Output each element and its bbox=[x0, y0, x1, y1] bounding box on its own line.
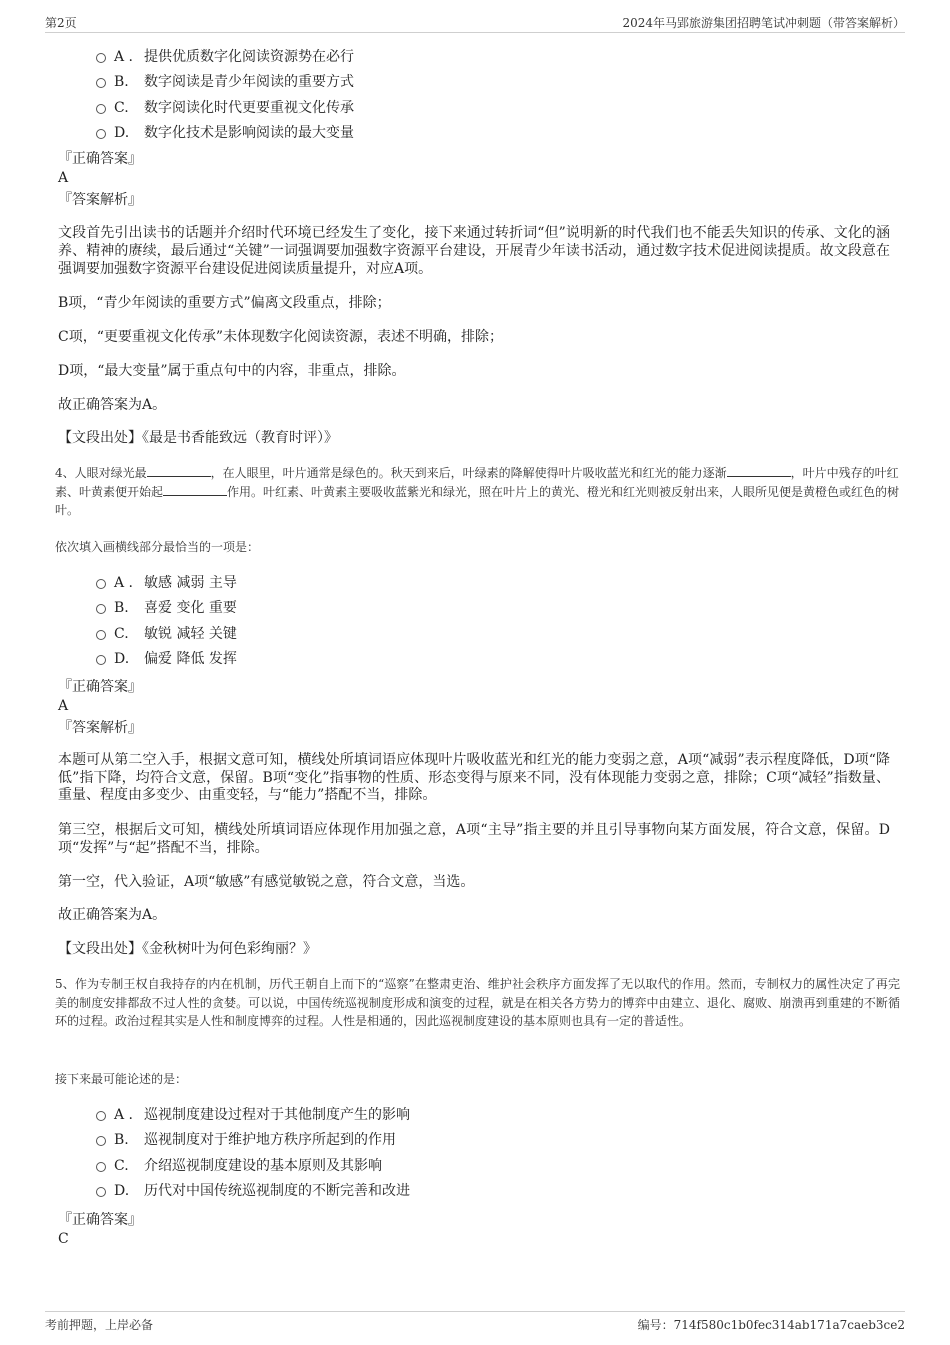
q5-option-d[interactable]: D. 历代对中国传统巡视制度的不断完善和改进 bbox=[96, 1181, 876, 1206]
radio-icon[interactable] bbox=[96, 53, 106, 63]
q5-prompt: 接下来最可能论述的是： bbox=[55, 1072, 188, 1086]
radio-icon[interactable] bbox=[96, 1136, 106, 1146]
q4-analysis-third: 第三空，根据后文可知，横线处所填词语应体现作用加强之意，A项“主导”指主要的并且引导事物向某方面发展，符合文意，保留。D项“发挥”与“起”搭配不当，排除。 bbox=[58, 822, 890, 856]
radio-icon[interactable] bbox=[96, 630, 106, 640]
q4-analysis-main: 本题可从第二空入手，根据文意可知，横线处所填词语应体现叶片吸收蓝光和红光的能力变弱之意，A项“减弱”表示程度降低，D项“降低”指下降，均符合文意，保留。B项“变化”指事物的性质、形态变得与原来不同，没有体现能力变弱之意，排除；C项“减轻”指数量、重量、程度由多变少、由重变轻，与“能力”搭配不当，排除。 bbox=[58, 752, 890, 803]
q3-analysis-d: D项，“最大变量”属于重点句中的内容，非重点，排除。 bbox=[58, 363, 406, 379]
q5-option-b[interactable]: B. 巡视制度对于维护地方秩序所起到的作用 bbox=[96, 1130, 876, 1155]
q4-answer: A bbox=[58, 698, 69, 714]
radio-icon[interactable] bbox=[96, 78, 106, 88]
radio-icon[interactable] bbox=[96, 1187, 106, 1197]
radio-icon[interactable] bbox=[96, 104, 106, 114]
q4-prompt: 依次填入画横线部分最恰当的一项是： bbox=[55, 540, 260, 554]
radio-icon[interactable] bbox=[96, 579, 106, 589]
q4-answer-label: 『正确答案』 bbox=[58, 679, 142, 695]
radio-icon[interactable] bbox=[96, 1111, 106, 1121]
q4-stem: 4、人眼对绿光最 ，在人眼里，叶片通常是绿色的。秋天到来后，叶绿素的降解使得叶片吸收蓝光和红光的能力逐渐 ，叶片中残存的叶红素、叶黄素便开始起 作用。叶红素、叶黄素主要吸收蓝紫光和绿光，照在叶片上的黄光、橙光和红光则被反射出来，人眼所见便是黄橙色或红色的树叶。 bbox=[55, 466, 900, 517]
fill-blank[interactable] bbox=[727, 464, 791, 477]
q5-stem: 5、作为专制王权自我持存的内在机制，历代王朝自上而下的“巡察”在整肃吏治、维护社会秩序方面发挥了无以取代的作用。然而，专制权力的属性决定了再完美的制度安排都敌不过人性的贪婪。可以说，中国传统巡视制度形成和演变的过程，就是在相关各方势力的博弈中由建立、退化、腐败、崩溃再到重建的不断循环的过程。政治过程其实是人性和制度博弈的过程。人性是相通的，因此巡视制度建设的基本原则也具有一定的普适性。 bbox=[55, 977, 900, 1028]
page-header bbox=[45, 12, 905, 33]
q4-conclusion: 故正确答案为A。 bbox=[58, 907, 167, 923]
q3-conclusion: 故正确答案为A。 bbox=[58, 397, 167, 413]
q3-options bbox=[96, 47, 876, 148]
q3-option-b[interactable]: B. 数字阅读是青少年阅读的重要方式 bbox=[96, 72, 876, 97]
page-number: 第2页 bbox=[45, 16, 77, 30]
q4-options bbox=[96, 573, 876, 674]
radio-icon[interactable] bbox=[96, 604, 106, 614]
q3-analysis-c: C项，“更要重视文化传承”未体现数字化阅读资源，表述不明确，排除； bbox=[58, 329, 504, 345]
q3-analysis-main: 文段首先引出读书的话题并介绍时代环境已经发生了变化，接下来通过转折词“但”说明新的时代我们也不能丢失知识的传承、文化的涵养、精神的赓续，最后通过“关键”一词强调要加强数字资源平台建设，开展青少年读书活动，通过数字技术促进阅读提质。故文段意在强调要加强数字资源平台建设促进阅读质量提升，对应A项。 bbox=[58, 225, 890, 277]
fill-blank[interactable] bbox=[163, 483, 227, 496]
q4-analysis-first: 第一空，代入验证，A项“敏感”有感觉敏锐之意，符合文意，当选。 bbox=[58, 874, 475, 890]
q4-analysis-label: 『答案解析』 bbox=[58, 720, 142, 736]
q5-option-a[interactable]: A . 巡视制度建设过程对于其他制度产生的影响 bbox=[96, 1105, 876, 1130]
radio-icon[interactable] bbox=[96, 1162, 106, 1172]
q3-analysis-b: B项，“青少年阅读的重要方式”偏离文段重点，排除； bbox=[58, 295, 391, 311]
q4-option-c[interactable]: C. 敏锐 减轻 关键 bbox=[96, 624, 876, 649]
q3-source: 【文段出处】《最是书香能致远（教育时评）》 bbox=[58, 430, 338, 446]
q3-option-d[interactable]: D. 数字化技术是影响阅读的最大变量 bbox=[96, 123, 876, 148]
q4-option-a[interactable]: A . 敏感 减弱 主导 bbox=[96, 573, 876, 598]
page-footer bbox=[45, 1311, 905, 1336]
q4-option-d[interactable]: D. 偏爱 降低 发挥 bbox=[96, 649, 876, 674]
q4-source: 【文段出处】《金秋树叶为何色彩绚丽？》 bbox=[58, 941, 317, 957]
q4-option-b[interactable]: B. 喜爱 变化 重要 bbox=[96, 598, 876, 623]
document-title: 2024年马郢旅游集团招聘笔试冲刺题（带答案解析） bbox=[622, 16, 905, 30]
radio-icon[interactable] bbox=[96, 129, 106, 139]
q3-answer: A bbox=[58, 170, 69, 186]
footer-slogan: 考前押题，上岸必备 bbox=[45, 1318, 154, 1332]
q3-analysis-label: 『答案解析』 bbox=[58, 192, 142, 208]
q5-option-c[interactable]: C. 介绍巡视制度建设的基本原则及其影响 bbox=[96, 1156, 876, 1181]
fill-blank[interactable] bbox=[147, 464, 211, 477]
q5-answer: C bbox=[58, 1231, 69, 1247]
q3-answer-label: 『正确答案』 bbox=[58, 151, 142, 167]
q3-option-a[interactable]: A . 提供优质数字化阅读资源势在必行 bbox=[96, 47, 876, 72]
q5-options bbox=[96, 1105, 876, 1206]
radio-icon[interactable] bbox=[96, 655, 106, 665]
q3-option-c[interactable]: C. 数字阅读化时代更要重视文化传承 bbox=[96, 98, 876, 123]
document-id: 编号：714f580c1b0fec314ab171a7caeb3ce2 bbox=[637, 1318, 905, 1332]
q5-answer-label: 『正确答案』 bbox=[58, 1212, 142, 1228]
